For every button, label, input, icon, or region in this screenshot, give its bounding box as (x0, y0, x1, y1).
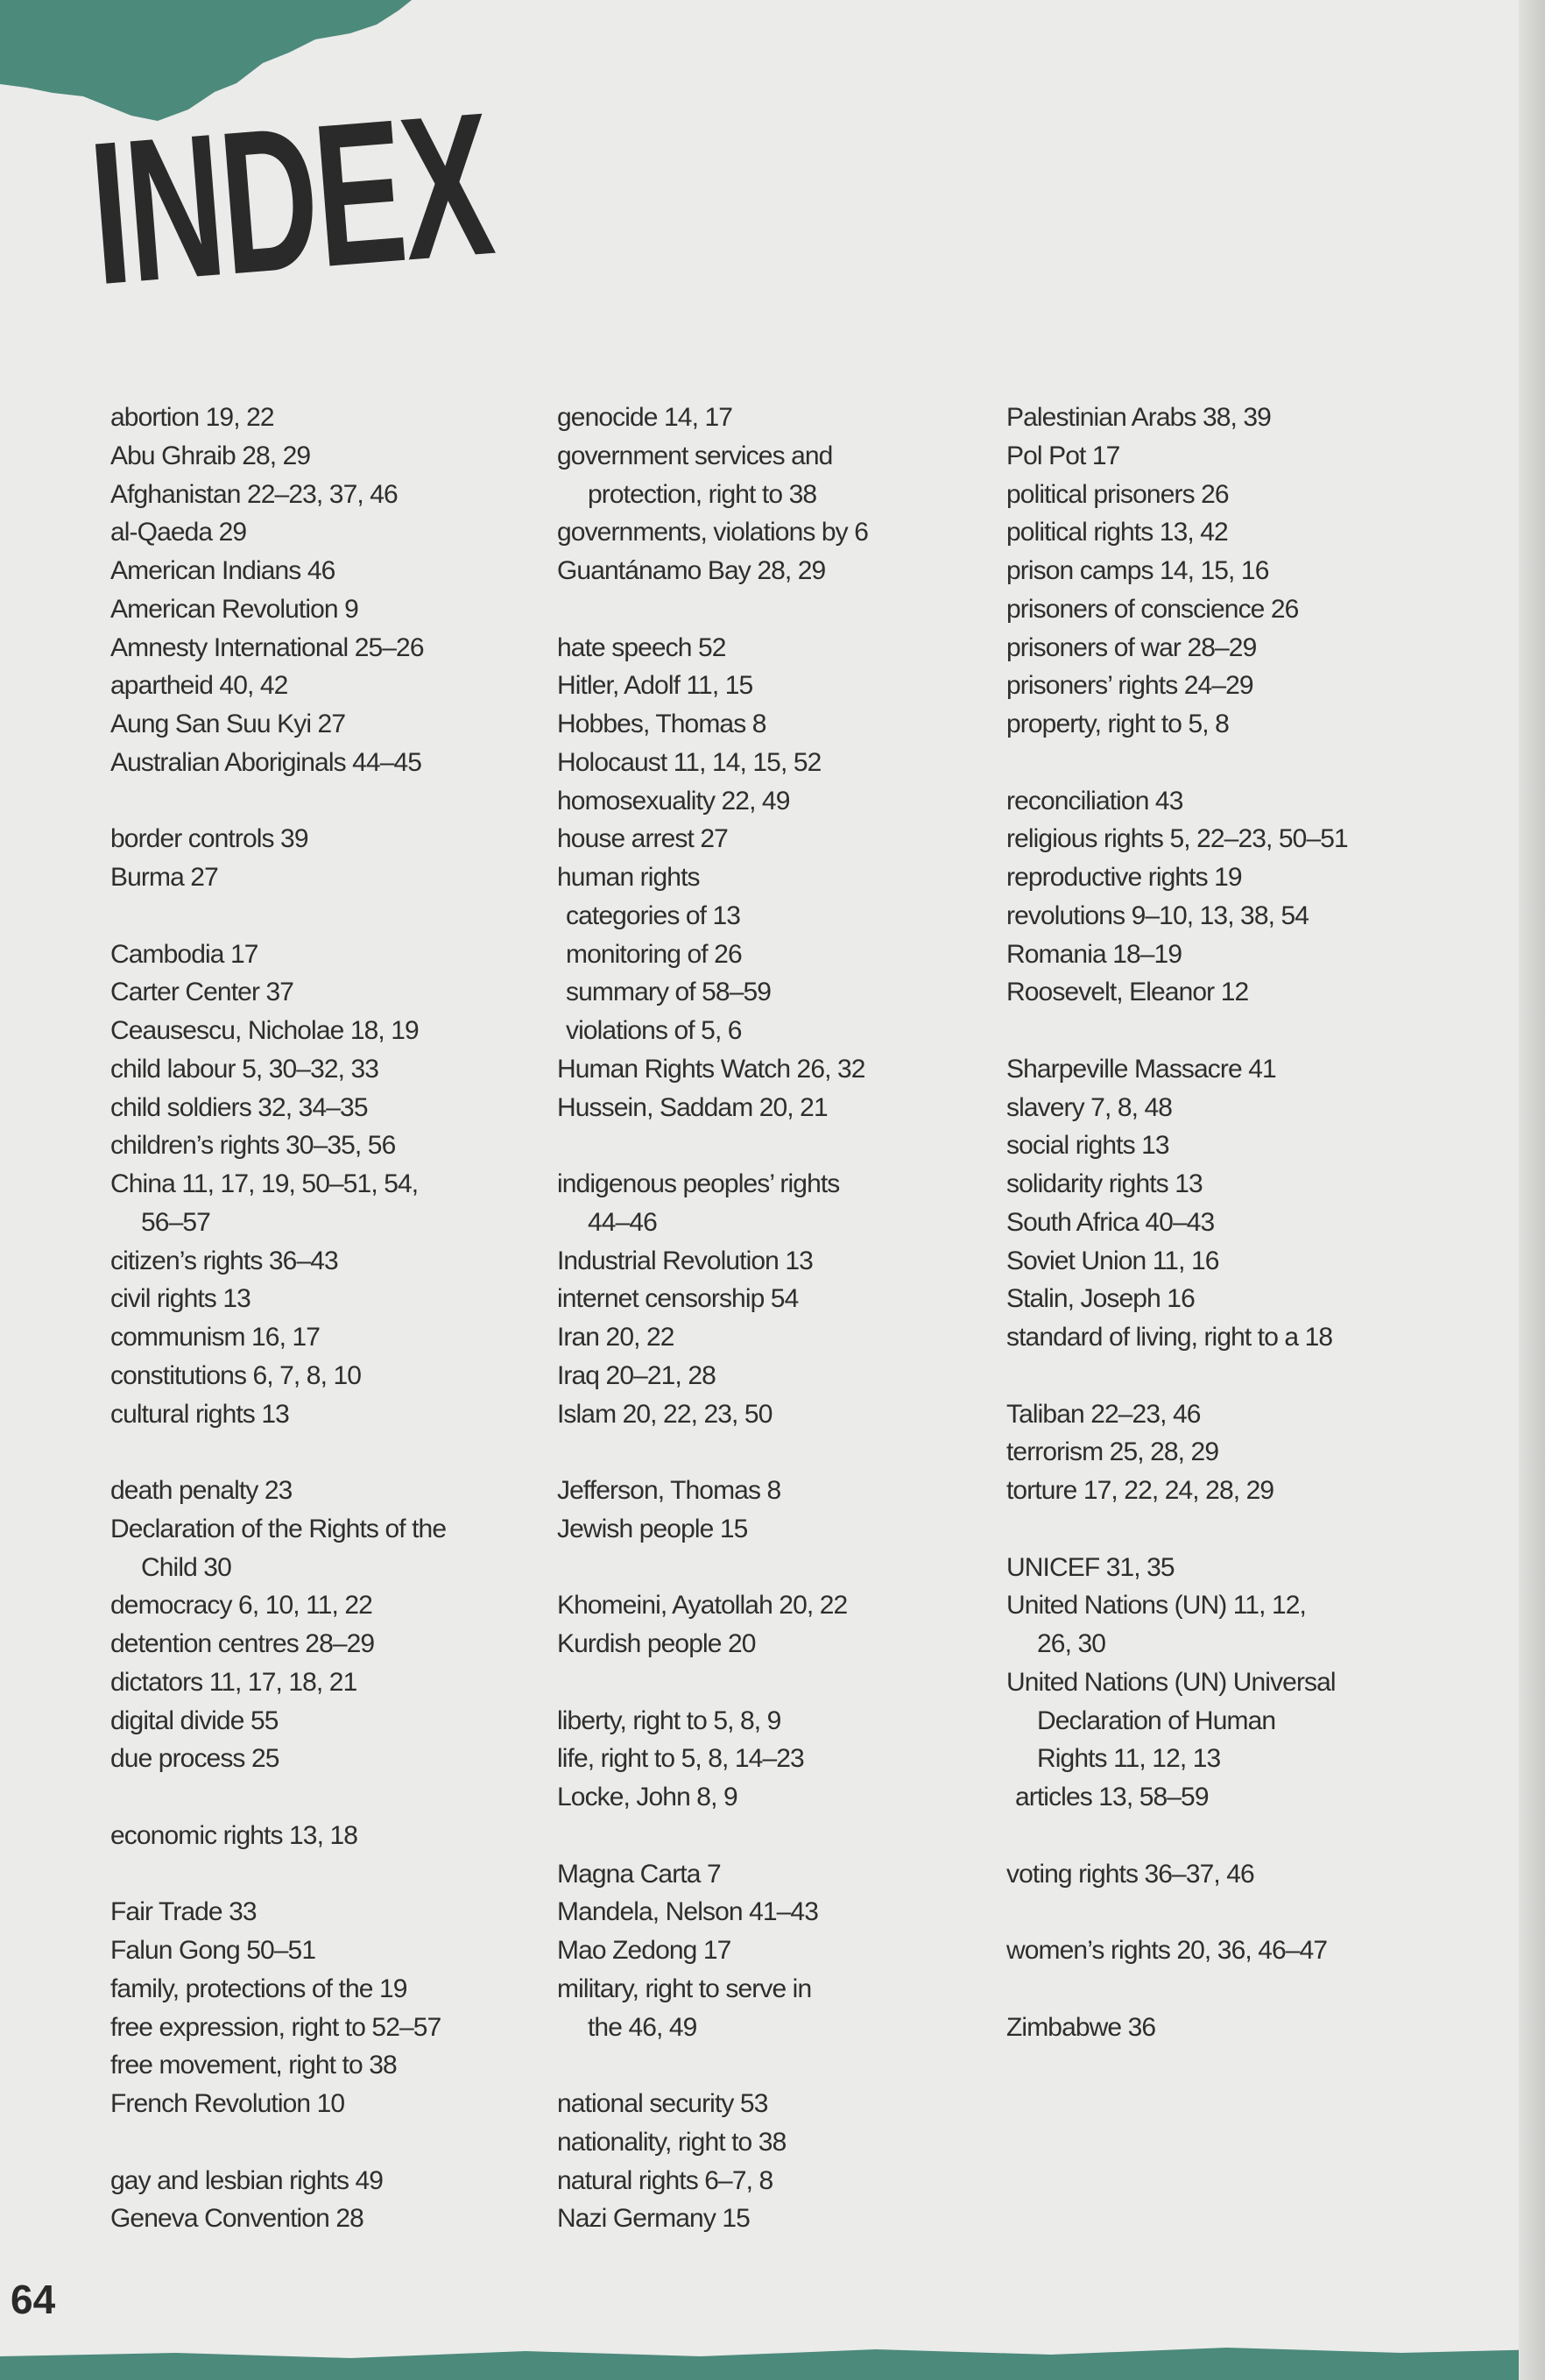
index-spacer (557, 590, 1012, 629)
index-column-1 (110, 399, 566, 2238)
index-entry: Declaration of the Rights of the (110, 1514, 447, 1543)
index-entry: cultural rights 13 (110, 1399, 289, 1429)
index-entry: Amnesty International 25–26 (110, 632, 424, 662)
page-title: INDEX (82, 70, 498, 328)
index-entry: Locke, John 8, 9 (557, 1783, 737, 1811)
index-entry: Holocaust 11, 14, 15, 52 (557, 747, 822, 777)
index-entry: monitoring of 26 (566, 939, 742, 969)
index-entry: civil rights 13 (110, 1284, 250, 1314)
index-entry: Guantánamo Bay 28, 29 (557, 556, 826, 585)
index-entry: United Nations (UN) Universal (1006, 1667, 1336, 1697)
index-entry: government services and (557, 441, 833, 470)
index-entry: nationality, right to 38 (557, 2127, 787, 2157)
index-entry: Hobbes, Thomas 8 (557, 710, 766, 738)
index-entry: Afghanistan 22–23, 37, 46 (110, 479, 398, 509)
index-entry: 56–57 (141, 1207, 210, 1237)
index-entry: social rights 13 (1006, 1131, 1169, 1161)
index-entry: Jefferson, Thomas 8 (557, 1476, 781, 1505)
index-entry: Khomeini, Ayatollah 20, 22 (557, 1591, 848, 1621)
index-entry: abortion 19, 22 (110, 403, 274, 432)
index-spacer (1006, 1510, 1462, 1549)
index-entry: Abu Ghraib 28, 29 (110, 441, 311, 470)
index-entry: summary of 58–59 (566, 978, 772, 1007)
index-entry: protection, right to 38 (588, 479, 817, 509)
index-entry: house arrest 27 (557, 824, 728, 854)
index-entry: articles 13, 58–59 (1015, 1783, 1209, 1811)
index-spacer (110, 2123, 566, 2162)
index-entry: Industrial Revolution 13 (557, 1246, 813, 1275)
index-entry: Human Rights Watch 26, 32 (557, 1054, 865, 1084)
index-entry: homosexuality 22, 49 (557, 786, 790, 816)
index-entry: terrorism 25, 28, 29 (1006, 1437, 1219, 1467)
index-entry: Fair Trade 33 (110, 1897, 257, 1927)
index-entry: Mao Zedong 17 (557, 1936, 731, 1965)
index-entry: human rights (557, 863, 700, 892)
index-entry: French Revolution 10 (110, 2089, 345, 2118)
index-entry: Kurdish people 20 (557, 1629, 756, 1658)
index-column-3 (1006, 399, 1462, 2046)
index-entry: torture 17, 22, 24, 28, 29 (1006, 1476, 1274, 1505)
index-entry: dictators 11, 17, 18, 21 (110, 1667, 357, 1697)
index-entry: Rights 11, 12, 13 (1037, 1744, 1221, 1774)
index-entry: Mandela, Nelson 41–43 (557, 1897, 818, 1927)
index-entry: Hussein, Saddam 20, 21 (557, 1092, 828, 1122)
index-entry: Australian Aboriginals 44–45 (110, 747, 422, 777)
index-entry: free movement, right to 38 (110, 2051, 397, 2080)
index-entry: revolutions 9–10, 13, 38, 54 (1006, 900, 1309, 930)
index-spacer (557, 1663, 1012, 1702)
index-entry: standard of living, right to a 18 (1006, 1323, 1333, 1352)
index-entry: due process 25 (110, 1744, 279, 1774)
index-entry: religious rights 5, 22–23, 50–51 (1006, 824, 1348, 854)
index-entry: Iran 20, 22 (557, 1323, 674, 1352)
index-spacer (557, 2046, 1012, 2085)
index-entry: Ceausescu, Nicholae 18, 19 (110, 1016, 419, 1045)
index-spacer (110, 897, 566, 936)
index-entry: family, protections of the 19 (110, 1974, 407, 2003)
index-entry: communism 16, 17 (110, 1323, 321, 1352)
index-spacer (557, 1433, 1012, 1472)
index-entry: Falun Gong 50–51 (110, 1936, 316, 1965)
index-entry: natural rights 6–7, 8 (557, 2165, 773, 2195)
index-entry: Nazi Germany 15 (557, 2204, 750, 2234)
index-entry: South Africa 40–43 (1006, 1207, 1215, 1237)
index-spacer (110, 1855, 566, 1894)
index-spacer (557, 1126, 1012, 1165)
index-entry: hate speech 52 (557, 632, 726, 662)
index-entry: children’s rights 30–35, 56 (110, 1131, 396, 1161)
index-entry: United Nations (UN) 11, 12, (1006, 1591, 1306, 1621)
index-entry: Geneva Convention 28 (110, 2204, 363, 2234)
index-entry: violations of 5, 6 (566, 1016, 742, 1045)
index-entry: reproductive rights 19 (1006, 863, 1242, 892)
index-entry: slavery 7, 8, 48 (1006, 1092, 1173, 1122)
index-entry: free expression, right to 52–57 (110, 2012, 441, 2042)
index-entry: Roosevelt, Eleanor 12 (1006, 978, 1249, 1007)
index-spacer (1006, 1817, 1462, 1855)
index-entry: indigenous peoples’ rights (557, 1169, 840, 1198)
index-entry: categories of 13 (566, 900, 741, 930)
index-entry: child soldiers 32, 34–35 (110, 1092, 368, 1122)
index-entry: Hitler, Adolf 11, 15 (557, 671, 753, 701)
index-entry: solidarity rights 13 (1006, 1169, 1203, 1198)
index-entry: Islam 20, 22, 23, 50 (557, 1399, 772, 1429)
page-number: 64 (11, 2277, 56, 2322)
index-entry: gay and lesbian rights 49 (110, 2165, 384, 2195)
index-entry: liberty, right to 5, 8, 9 (557, 1706, 781, 1735)
index-entry: Cambodia 17 (110, 939, 258, 969)
index-entry: Jewish people 15 (557, 1514, 748, 1543)
index-spacer (1006, 1970, 1462, 2009)
index-entry: prisoners’ rights 24–29 (1006, 671, 1253, 701)
index-entry: American Revolution 9 (110, 594, 358, 624)
index-entry: Soviet Union 11, 16 (1006, 1246, 1219, 1275)
index-entry: Pol Pot 17 (1006, 441, 1120, 470)
index-entry: UNICEF 31, 35 (1006, 1552, 1175, 1582)
index-entry: apartheid 40, 42 (110, 671, 288, 701)
paper-edge (1519, 0, 1545, 2380)
index-entry: Iraq 20–21, 28 (557, 1360, 716, 1390)
index-spacer (1006, 1357, 1462, 1395)
index-entry: Romania 18–19 (1006, 939, 1182, 969)
index-entry: reconciliation 43 (1006, 786, 1183, 816)
index-entry: Child 30 (141, 1552, 231, 1582)
index-spacer (1006, 744, 1462, 782)
index-entry: military, right to serve in (557, 1974, 812, 2003)
index-entry: prisoners of war 28–29 (1006, 632, 1257, 662)
index-entry: constitutions 6, 7, 8, 10 (110, 1360, 362, 1390)
index-spacer (1006, 1893, 1462, 1932)
index-entry: detention centres 28–29 (110, 1629, 375, 1658)
index-spacer (1006, 1012, 1462, 1050)
index-entry: Burma 27 (110, 863, 218, 892)
index-entry: Sharpeville Massacre 41 (1006, 1054, 1276, 1084)
index-entry: internet censorship 54 (557, 1284, 799, 1314)
index-entry: 44–46 (588, 1207, 657, 1237)
index-entry: Magna Carta 7 (557, 1859, 721, 1889)
index-entry: genocide 14, 17 (557, 403, 733, 432)
index-entry: life, right to 5, 8, 14–23 (557, 1744, 804, 1774)
index-spacer (557, 1817, 1012, 1855)
index-entry: Carter Center 37 (110, 978, 294, 1007)
index-entry: Palestinian Arabs 38, 39 (1006, 403, 1271, 432)
index-entry: 26, 30 (1037, 1629, 1106, 1658)
index-entry: prisoners of conscience 26 (1006, 594, 1299, 624)
index-spacer (110, 782, 566, 821)
index-entry: Aung San Suu Kyi 27 (110, 710, 346, 738)
index-entry: national security 53 (557, 2089, 768, 2118)
index-entry: child labour 5, 30–32, 33 (110, 1054, 379, 1084)
index-entry: property, right to 5, 8 (1006, 710, 1229, 738)
index-entry: citizen’s rights 36–43 (110, 1246, 338, 1275)
index-entry: Zimbabwe 36 (1006, 2012, 1156, 2042)
index-entry: the 46, 49 (588, 2012, 697, 2042)
index-entry: border controls 39 (110, 824, 308, 854)
index-entry: al-Qaeda 29 (110, 518, 247, 547)
index-entry: Declaration of Human (1037, 1706, 1276, 1735)
index-spacer (557, 1549, 1012, 1587)
index-entry: China 11, 17, 19, 50–51, 54, (110, 1169, 419, 1198)
index-entry: governments, violations by 6 (557, 518, 869, 547)
index-entry: prison camps 14, 15, 16 (1006, 556, 1269, 585)
index-spacer (110, 1778, 566, 1817)
index-entry: voting rights 36–37, 46 (1006, 1859, 1254, 1889)
index-entry: digital divide 55 (110, 1706, 279, 1735)
index-entry: Taliban 22–23, 46 (1006, 1399, 1201, 1429)
index-entry: political rights 13, 42 (1006, 518, 1228, 547)
index-entry: political prisoners 26 (1006, 479, 1229, 509)
index-entry: democracy 6, 10, 11, 22 (110, 1591, 372, 1621)
index-entry: women’s rights 20, 36, 46–47 (1006, 1936, 1328, 1965)
index-spacer (110, 1433, 566, 1472)
index-entry: American Indians 46 (110, 556, 335, 585)
index-entry: economic rights 13, 18 (110, 1820, 358, 1850)
index-column-2 (557, 399, 1012, 2238)
index-entry: death penalty 23 (110, 1476, 293, 1505)
index-entry: Stalin, Joseph 16 (1006, 1284, 1195, 1314)
